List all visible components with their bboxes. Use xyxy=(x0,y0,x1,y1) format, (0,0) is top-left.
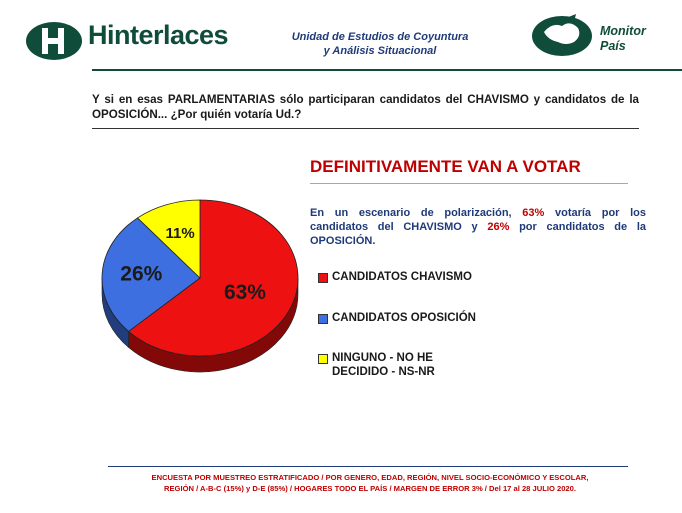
footer-line1: ENCUESTA POR MUESTREO ESTRATIFICADO / POR GENERO, EDAD, REGIÓN, NIVEL SOCIO-ECONÓMICO Y ESCOLAR, xyxy=(151,473,589,482)
summary-note xyxy=(310,206,646,248)
legend-item-ninguno xyxy=(318,351,492,379)
monitor-label-line2: País xyxy=(600,39,626,53)
footer-divider xyxy=(108,466,628,467)
survey-question: Y si en esas PARLAMENTARIAS sólo participaran candidatos del CHAVISMO y candidatos de la OPOSICIÓN... ¿Por quién votaría Ud.? xyxy=(92,93,639,121)
legend-swatch-chavismo xyxy=(318,273,328,283)
legend-item-chavismo xyxy=(318,270,492,284)
legend-swatch-oposicion xyxy=(318,314,328,324)
unit-title xyxy=(270,30,490,58)
legend-label-chavismo: CANDIDATOS CHAVISMO xyxy=(332,271,472,283)
legend-label-oposicion: CANDIDATOS OPOSICIÓN xyxy=(332,312,476,324)
monitor-pais-label xyxy=(600,24,646,54)
footer-line2: REGIÓN / A-B-C (15%) y D-E (85%) / HOGARES TODO EL PAÍS / MARGEN DE ERROR 3% / Del 17 al 28 JULIO 2020. xyxy=(164,484,576,493)
question-underline xyxy=(92,128,639,129)
monitor-label-line1: Monitor xyxy=(600,24,646,38)
note-pct-oposicion: 26% xyxy=(487,221,510,233)
section-title-underline xyxy=(310,183,628,184)
unit-title-line2: y Análisis Situacional xyxy=(323,45,437,57)
brand-name: Hinterlaces xyxy=(88,20,229,50)
pie-label-0: 63% xyxy=(223,281,266,305)
pie-chart xyxy=(90,190,310,390)
unit-title-line1: Unidad de Estudios de Coyuntura xyxy=(291,31,469,43)
monitor-pais-globe-icon xyxy=(530,12,594,58)
note-text-1: En un escenario de polarización, xyxy=(310,207,523,219)
note-pct-chavismo: 63% xyxy=(522,207,545,219)
legend-swatch-ninguno xyxy=(318,354,328,364)
legend-item-oposicion xyxy=(318,311,492,325)
pie-label-2: 11% xyxy=(165,224,195,242)
legend-label-ninguno: NINGUNO - NO HE DECIDIDO - NS-NR xyxy=(332,352,435,378)
header-divider xyxy=(92,69,682,71)
pie-label-1: 26% xyxy=(120,262,163,286)
section-title: DEFINITIVAMENTE VAN A VOTAR xyxy=(310,157,581,176)
hinterlaces-logo-icon xyxy=(24,20,84,62)
note-text-2: votaría por los candidatos del CHAVISMO y xyxy=(310,207,646,233)
note-text-3: por candidatos de la OPOSICIÓN. xyxy=(310,221,646,247)
methodology-footer xyxy=(100,472,640,494)
